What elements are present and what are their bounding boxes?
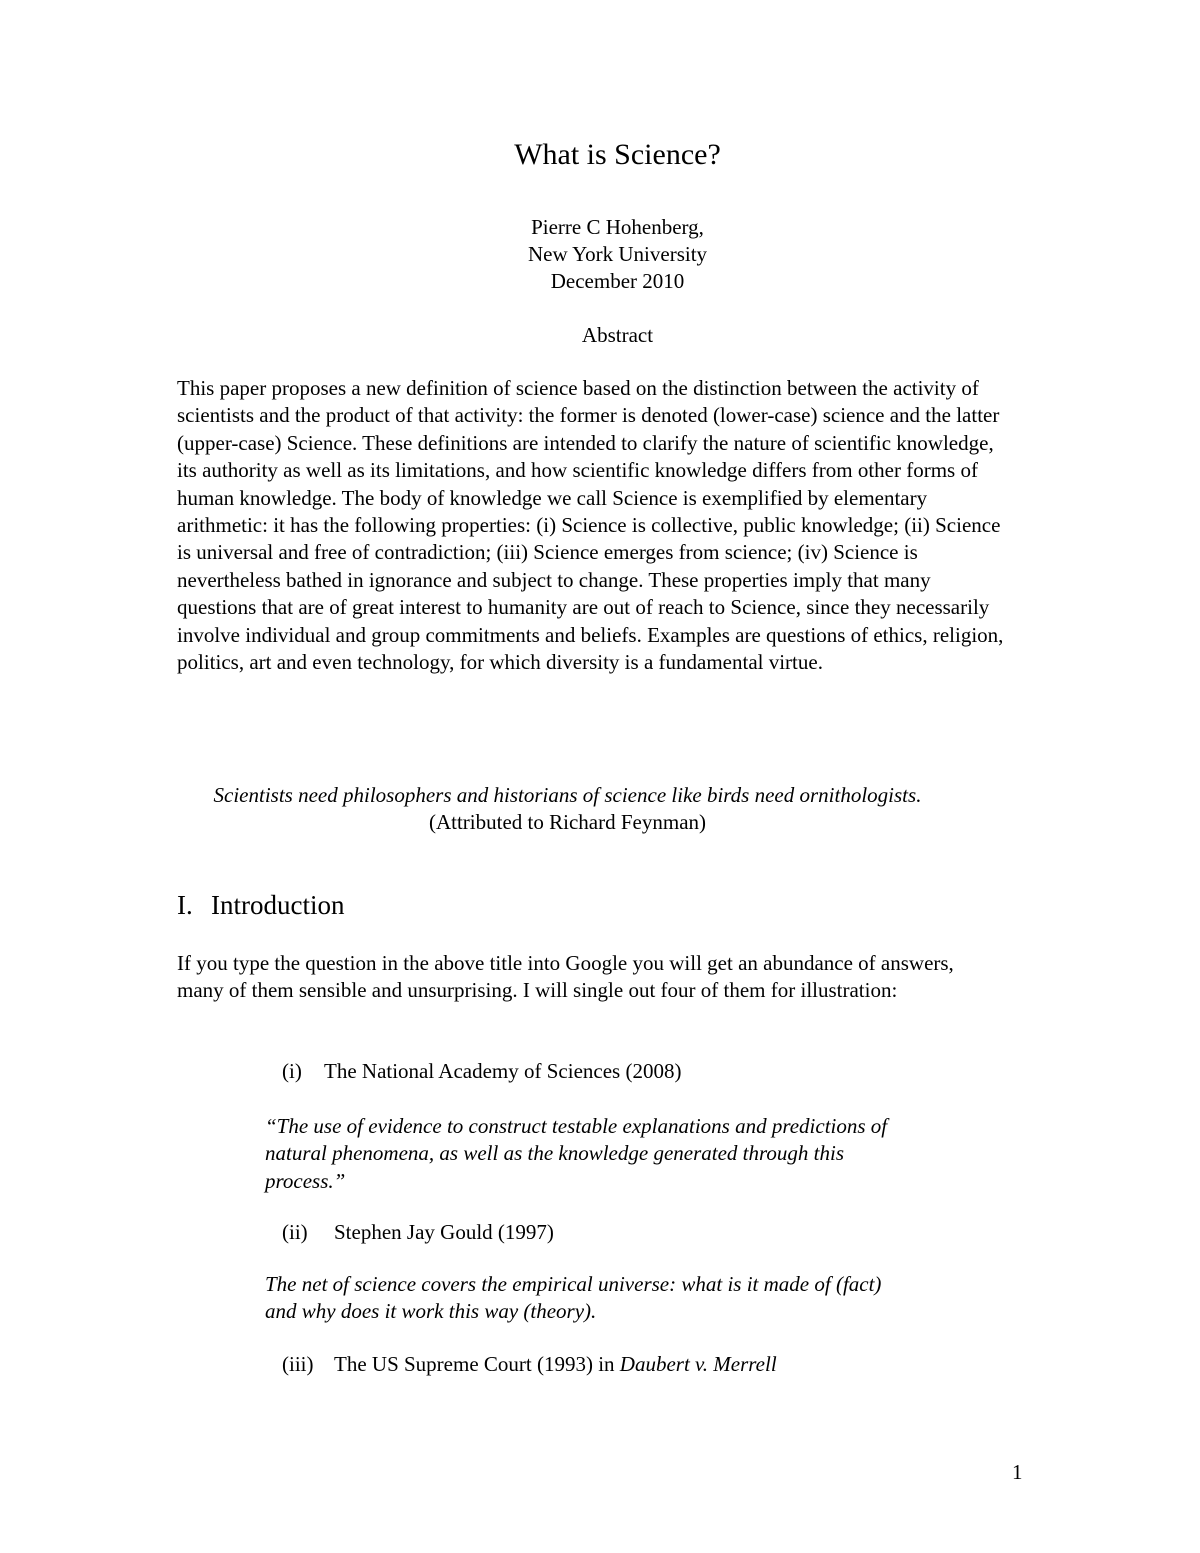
epigraph-quote: Scientists need philosophers and historians of science like birds need ornithologists. bbox=[213, 783, 922, 807]
definition-source: The US Supreme Court (1993) in bbox=[334, 1352, 620, 1376]
definition-number: (ii) bbox=[282, 1220, 308, 1244]
definition-quote: “The use of evidence to construct testable explanations and predictions of natural phenomena, as well as the knowledge generated through this process.” bbox=[265, 1114, 888, 1193]
abstract-text: This paper proposes a new definition of science based on the distinction between the activity of scientists and the product of that activity: the former is denoted (lower-case) science and the latter (upper-case) Science. These definitions are intended to clarify the nature of scientific knowledge, its authority as well as its limitations, and how scientific knowledge differs from other forms of human knowledge. The body of knowledge we call Science is exemplified by elementary arithmetic: it has the following properties: (i) Science is collective, public knowledge; (ii) Science is universal and free of contradiction; (iii) Science emerges from science; (iv) Science is nevertheless bathed in ignorance and subject to change. These properties imply that many questions that are of great interest to humanity are out of reach to Science, since they necessarily involve individual and group commitments and beliefs. Examples are questions of ethics, religion, politics, art and even technology, for which diversity is a fundamental virtue. bbox=[177, 376, 1004, 675]
definition-source: The National Academy of Sciences (2008) bbox=[324, 1059, 682, 1083]
definition-number: (iii) bbox=[282, 1352, 314, 1376]
author-name: Pierre C Hohenberg, bbox=[531, 215, 704, 239]
paper-date: December 2010 bbox=[550, 269, 685, 293]
intro-paragraph: If you type the question in the above title into Google you will get an abundance of answers, many of them sensible and unsurprising. I will single out four of them for illustration: bbox=[177, 951, 954, 1003]
definition-case-name: Daubert v. Merrell bbox=[619, 1352, 777, 1376]
section-heading bbox=[177, 890, 344, 921]
section-number: I. bbox=[177, 890, 193, 920]
paper-title: What is Science? bbox=[514, 138, 721, 171]
page-number: 1 bbox=[1012, 1460, 1023, 1484]
definition-source: Stephen Jay Gould (1997) bbox=[334, 1220, 554, 1244]
author-affiliation: New York University bbox=[527, 242, 708, 266]
section-title: Introduction bbox=[211, 890, 345, 920]
definition-item bbox=[282, 1352, 777, 1377]
definition-number: (i) bbox=[282, 1059, 302, 1083]
author-block bbox=[0, 214, 1200, 295]
abstract-heading: Abstract bbox=[581, 323, 654, 347]
definition-item bbox=[282, 1220, 554, 1245]
definition-quote: The net of science covers the empirical universe: what is it made of (fact) and why does it work this way (theory). bbox=[265, 1272, 882, 1324]
epigraph-attribution: (Attributed to Richard Feynman) bbox=[428, 810, 707, 834]
definition-item bbox=[282, 1059, 681, 1084]
